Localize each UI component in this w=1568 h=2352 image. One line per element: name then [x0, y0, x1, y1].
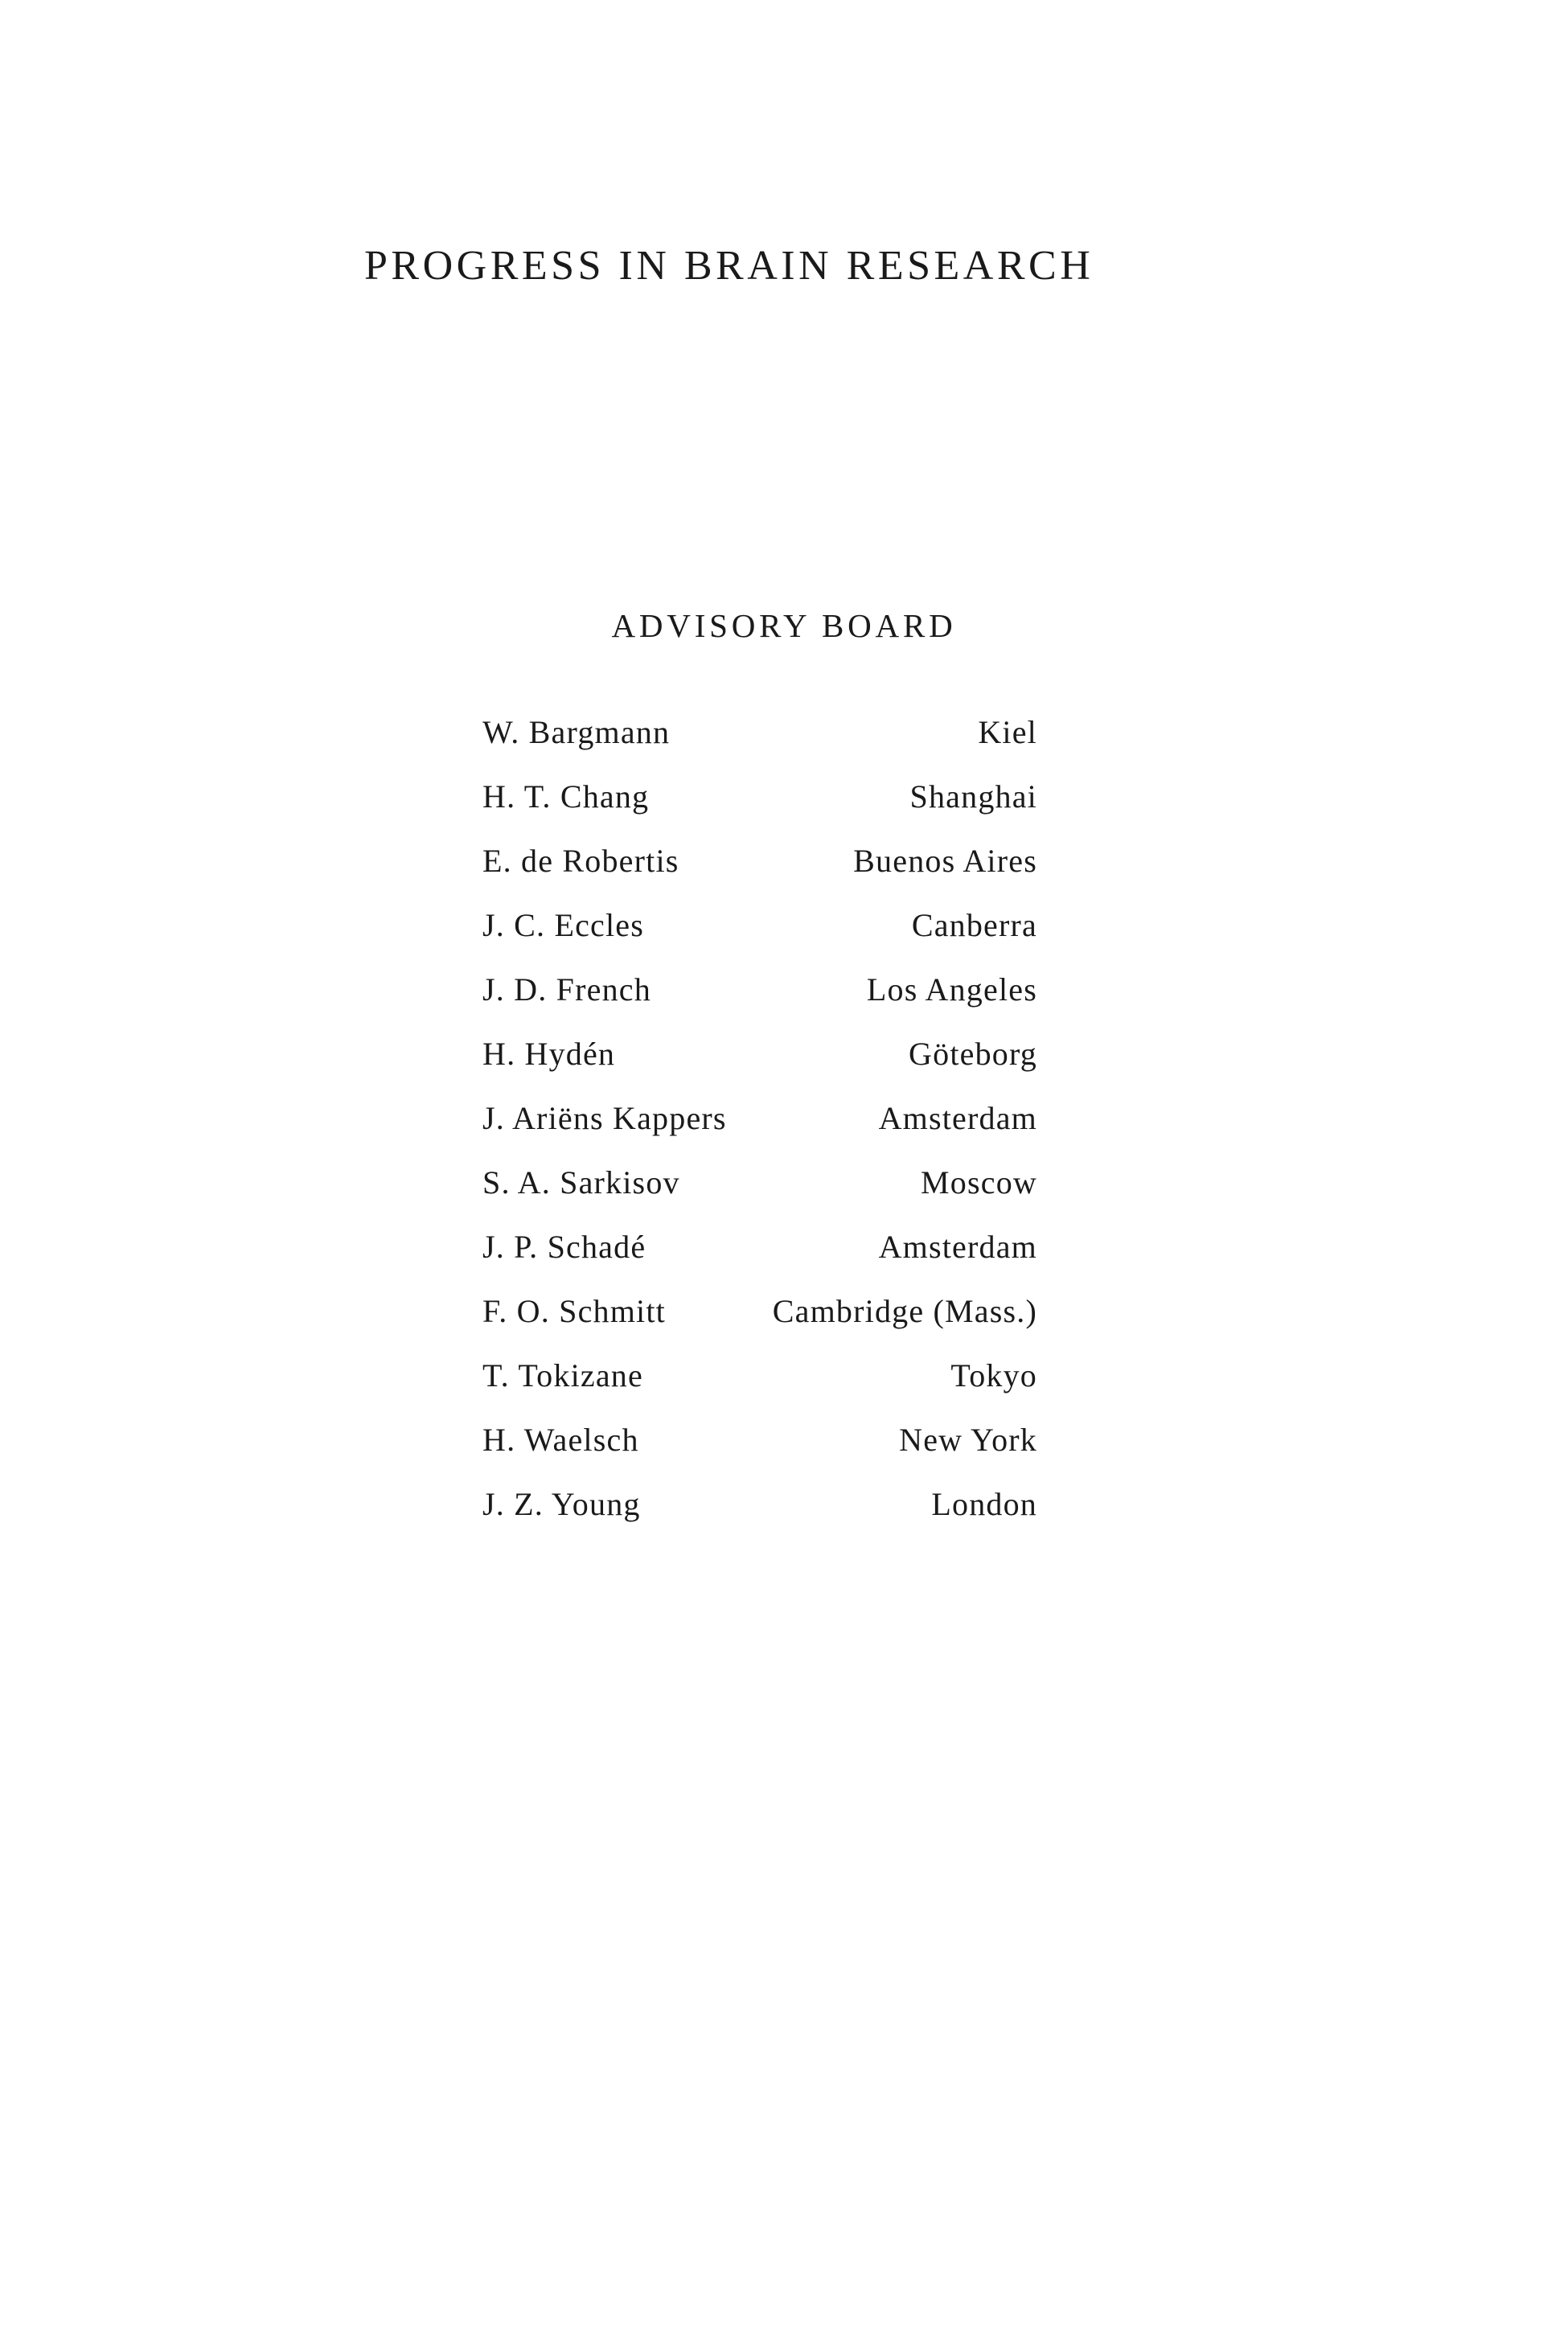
board-member-row: [482, 1086, 1037, 1150]
member-name: H. Hydén: [482, 1035, 616, 1072]
member-city: Amsterdam: [878, 1099, 1037, 1136]
member-name: E. de Robertis: [482, 842, 679, 879]
member-city: Buenos Aires: [853, 842, 1037, 879]
member-name: J. Z. Young: [482, 1485, 641, 1522]
board-member-row: [482, 1214, 1037, 1279]
board-member-row: [482, 893, 1037, 957]
advisory-board-heading: ADVISORY BOARD: [611, 607, 957, 644]
board-member-row: [482, 700, 1037, 764]
member-city: London: [931, 1485, 1037, 1522]
board-member-row: [482, 1343, 1037, 1407]
board-member-row: [482, 764, 1037, 828]
member-city: Shanghai: [909, 778, 1037, 815]
board-member-row: [482, 957, 1037, 1021]
board-member-row: [482, 1021, 1037, 1086]
board-member-row: [482, 1472, 1037, 1536]
member-name: F. O. Schmitt: [482, 1292, 666, 1329]
member-name: S. A. Sarkisov: [482, 1164, 680, 1201]
member-city: Los Angeles: [866, 971, 1037, 1008]
member-city: Moscow: [921, 1164, 1037, 1201]
member-city: Amsterdam: [878, 1228, 1037, 1265]
member-city: Kiel: [978, 713, 1037, 750]
member-city: Tokyo: [950, 1357, 1037, 1394]
member-city: Canberra: [911, 906, 1037, 943]
member-name: J. D. French: [482, 971, 651, 1008]
member-city: Cambridge (Mass.): [772, 1292, 1037, 1329]
series-title: PROGRESS IN BRAIN RESEARCH: [364, 243, 1094, 289]
member-city: New York: [899, 1421, 1037, 1458]
board-member-row: [482, 1150, 1037, 1214]
member-city: Göteborg: [909, 1035, 1037, 1072]
member-name: T. Tokizane: [482, 1357, 643, 1394]
member-name: H. Waelsch: [482, 1421, 639, 1458]
member-name: H. T. Chang: [482, 778, 650, 815]
board-member-row: [482, 828, 1037, 893]
board-member-row: [482, 1407, 1037, 1472]
board-member-row: [482, 1279, 1037, 1343]
advisory-board-list: [482, 700, 1037, 1536]
member-name: W. Bargmann: [482, 713, 671, 750]
member-name: J. C. Eccles: [482, 906, 645, 943]
member-name: J. P. Schadé: [482, 1228, 646, 1265]
member-name: J. Ariëns Kappers: [482, 1099, 727, 1136]
